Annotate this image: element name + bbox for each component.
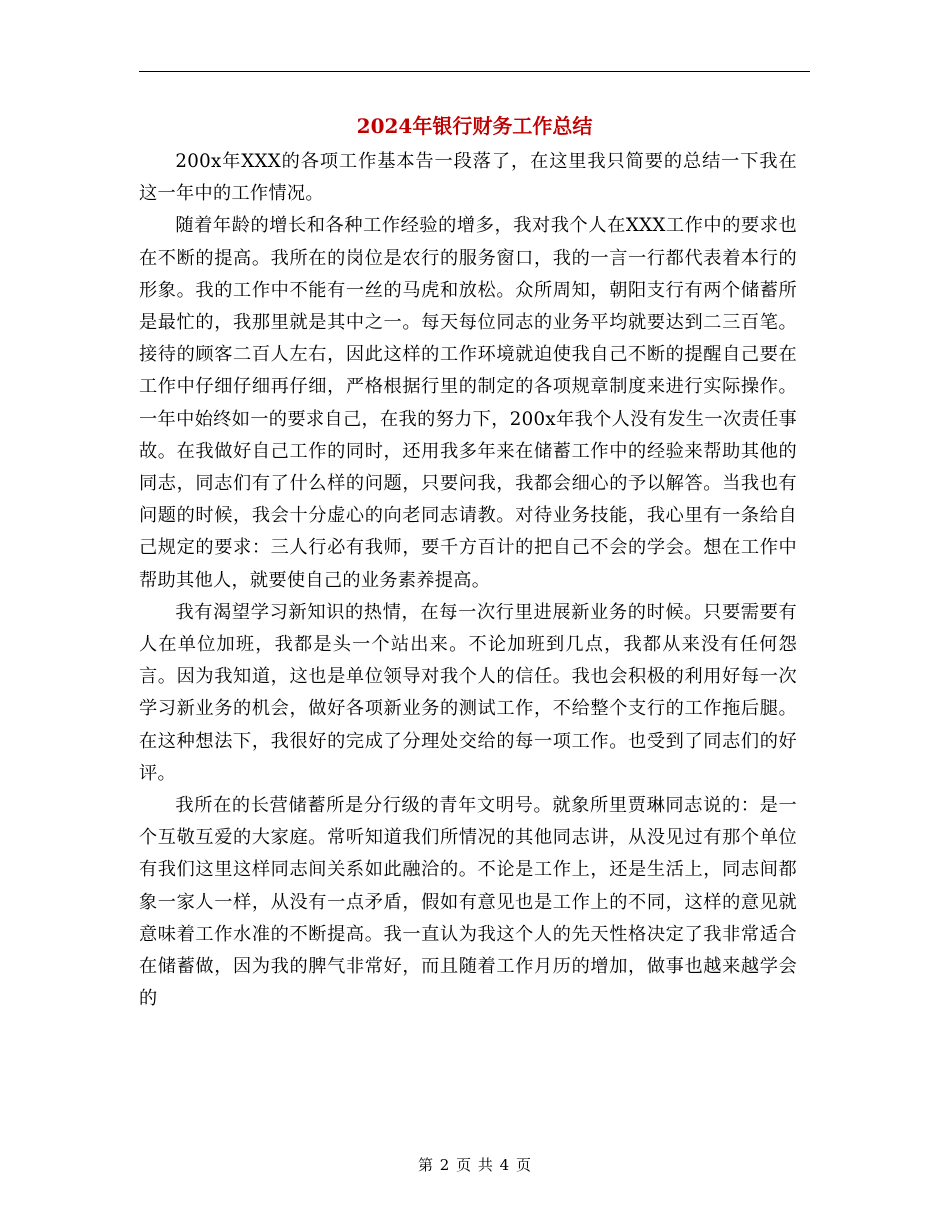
paragraph-3: 我有渴望学习新知识的热情，在每一次行里进展新业务的时候。只要需要有人在单位加班，我都是头一个站出来。不论加班到几点，我都从来没有任何怨言。因为我知道，这也是单位领导对我个人的信任。我也会积极的利用好每一次学习新业务的机会，做好各项新业务的测试工作，不给整个支行的工作拖后腿。在这种想法下，我很好的完成了分理处交给的每一项工作。也受到了同志们的好评。 xyxy=(139,601,797,784)
document-title: 2024年银行财务工作总结 xyxy=(356,114,593,138)
header-rule xyxy=(139,71,810,72)
page-number-footer: 第 2 页 共 4 页 xyxy=(418,1156,532,1174)
document-body xyxy=(139,146,797,1015)
paragraph-1: 200x年XXX的各项工作基本告一段落了，在这里我只简要的总结一下我在这一年中的工作情况。 xyxy=(139,151,797,205)
paragraph-4: 我所在的长营储蓄所是分行级的青年文明号。就象所里贾琳同志说的：是一个互敬互爱的大家庭。常听知道我们所情况的其他同志讲，从没见过有那个单位有我们这里这样同志间关系如此融洽的。不论是工作上，还是生活上，同志间都象一家人一样，从没有一点矛盾，假如有意见也是工作上的不同，这样的意见就意味着工作水准的不断提高。我一直认为我这个人的先天性格决定了我非常适合在储蓄做，因为我的脾气非常好，而且随着工作月历的增加，做事也越来越学会的 xyxy=(139,795,797,1010)
paragraph-2: 随着年龄的增长和各种工作经验的增多，我对我个人在XXX工作中的要求也在不断的提高。我所在的岗位是农行的服务窗口，我的一言一行都代表着本行的形象。我的工作中不能有一丝的马虎和放松。众所周知，朝阳支行有两个储蓄所是最忙的，我那里就是其中之一。每天每位同志的业务平均就要达到二三百笔。接待的顾客二百人左右，因此这样的工作环境就迫使我自己不断的提醒自己要在工作中仔细仔细再仔细，严格根据行里的制定的各项规章制度来进行实际操作。一年中始终如一的要求自己，在我的努力下，200x年我个人没有发生一次责任事故。在我做好自己工作的同时，还用我多年来在储蓄工作中的经验来帮助其他的同志，同志们有了什么样的问题，只要问我，我都会细心的予以解答。当我也有问题的时候，我会十分虚心的向老同志请教。对待业务技能，我心里有一条给自己规定的要求：三人行必有我师，要千方百计的把自己不会的学会。想在工作中帮助其他人，就要使自己的业务素养提高。 xyxy=(139,215,797,591)
